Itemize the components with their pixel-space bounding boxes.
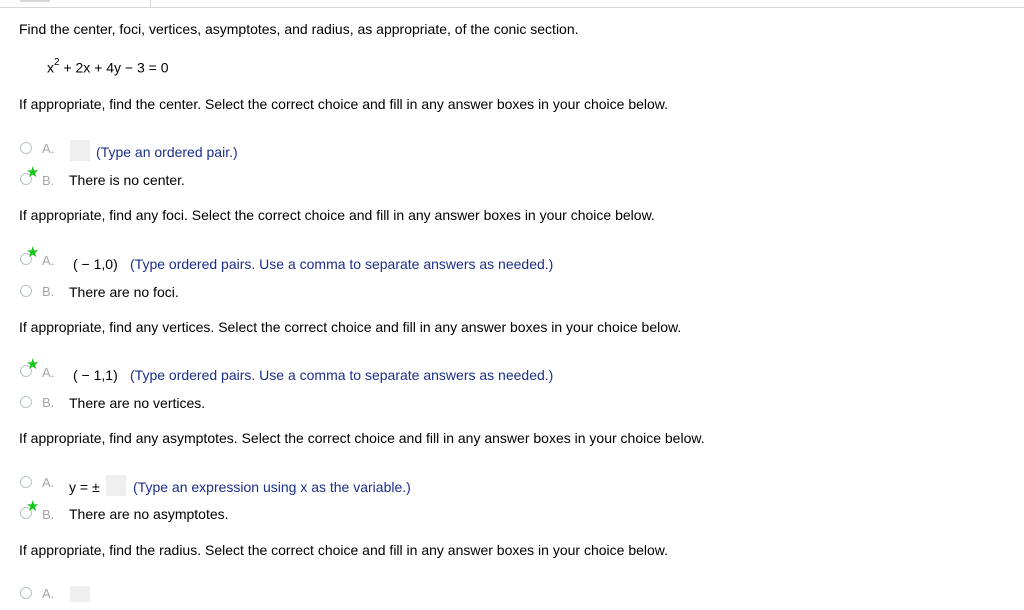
foci-letter-b: B. [42,284,55,299]
center-instruction: If appropriate, find the center. Select the correct choice and fill in any answer boxes in your choice below. [19,96,669,112]
foci-answer-value: ( − 1,0) [73,256,118,272]
asymptotes-letter-b: B. [42,507,55,522]
radius-letter-a: A. [42,586,55,601]
radius-answer-box[interactable] [70,586,90,602]
equation-base: x [47,59,54,76]
center-answer-box[interactable] [70,140,90,161]
problem-prompt: Find the center, foci, vertices, asymptotes, and radius, as appropriate, of the conic section. [19,21,579,37]
top-tab-fragment [20,0,50,2]
asymptotes-answer-box[interactable] [106,475,126,496]
vertices-choice-b-text: There are no vertices. [69,395,206,411]
star-icon: ★ [26,498,40,515]
equation-rest: + 2x + 4y − 3 = 0 [59,59,169,76]
vertices-letter-a: A. [42,365,55,380]
radius-instruction: If appropriate, find the radius. Select the correct choice and fill in any answer boxes in your choice below. [19,542,669,558]
asymptotes-radio-a[interactable] [20,476,32,488]
foci-instruction: If appropriate, find any foci. Select the correct choice and fill in any answer boxes in your choice below. [19,207,655,223]
vertices-radio-b[interactable] [20,396,32,408]
asymptotes-hint: (Type an expression using x as the variable.) [133,479,411,495]
equation [47,59,169,76]
foci-radio-b[interactable] [20,285,32,297]
star-icon: ★ [26,244,40,261]
center-choice-b-text: There is no center. [69,172,185,188]
center-hint: (Type an ordered pair.) [96,144,238,160]
equation-exponent: 2 [54,57,60,68]
asymptotes-instruction: If appropriate, find any asymptotes. Select the correct choice and fill in any answer boxes in your choice below. [19,430,705,446]
star-icon: ★ [26,356,40,373]
foci-choice-b-text: There are no foci. [69,284,179,300]
foci-hint: (Type ordered pairs. Use a comma to separate answers as needed.) [130,256,554,272]
top-divider [0,0,1024,8]
vertices-answer-value: ( − 1,1) [73,367,118,383]
asymptotes-choice-b-text: There are no asymptotes. [69,506,229,522]
vertices-letter-b: B. [42,395,55,410]
star-icon: ★ [26,164,40,181]
asymptotes-letter-a: A. [42,475,55,490]
foci-letter-a: A. [42,253,55,268]
center-radio-a[interactable] [20,142,32,154]
radius-radio-a[interactable] [20,587,32,599]
top-tab-separator [150,0,151,7]
vertices-hint: (Type ordered pairs. Use a comma to separate answers as needed.) [130,367,554,383]
center-letter-b: B. [42,173,55,188]
asymptotes-prefix: y = ± [69,479,100,495]
center-letter-a: A. [42,141,55,156]
vertices-instruction: If appropriate, find any vertices. Select the correct choice and fill in any answer boxes in your choice below. [19,319,682,335]
